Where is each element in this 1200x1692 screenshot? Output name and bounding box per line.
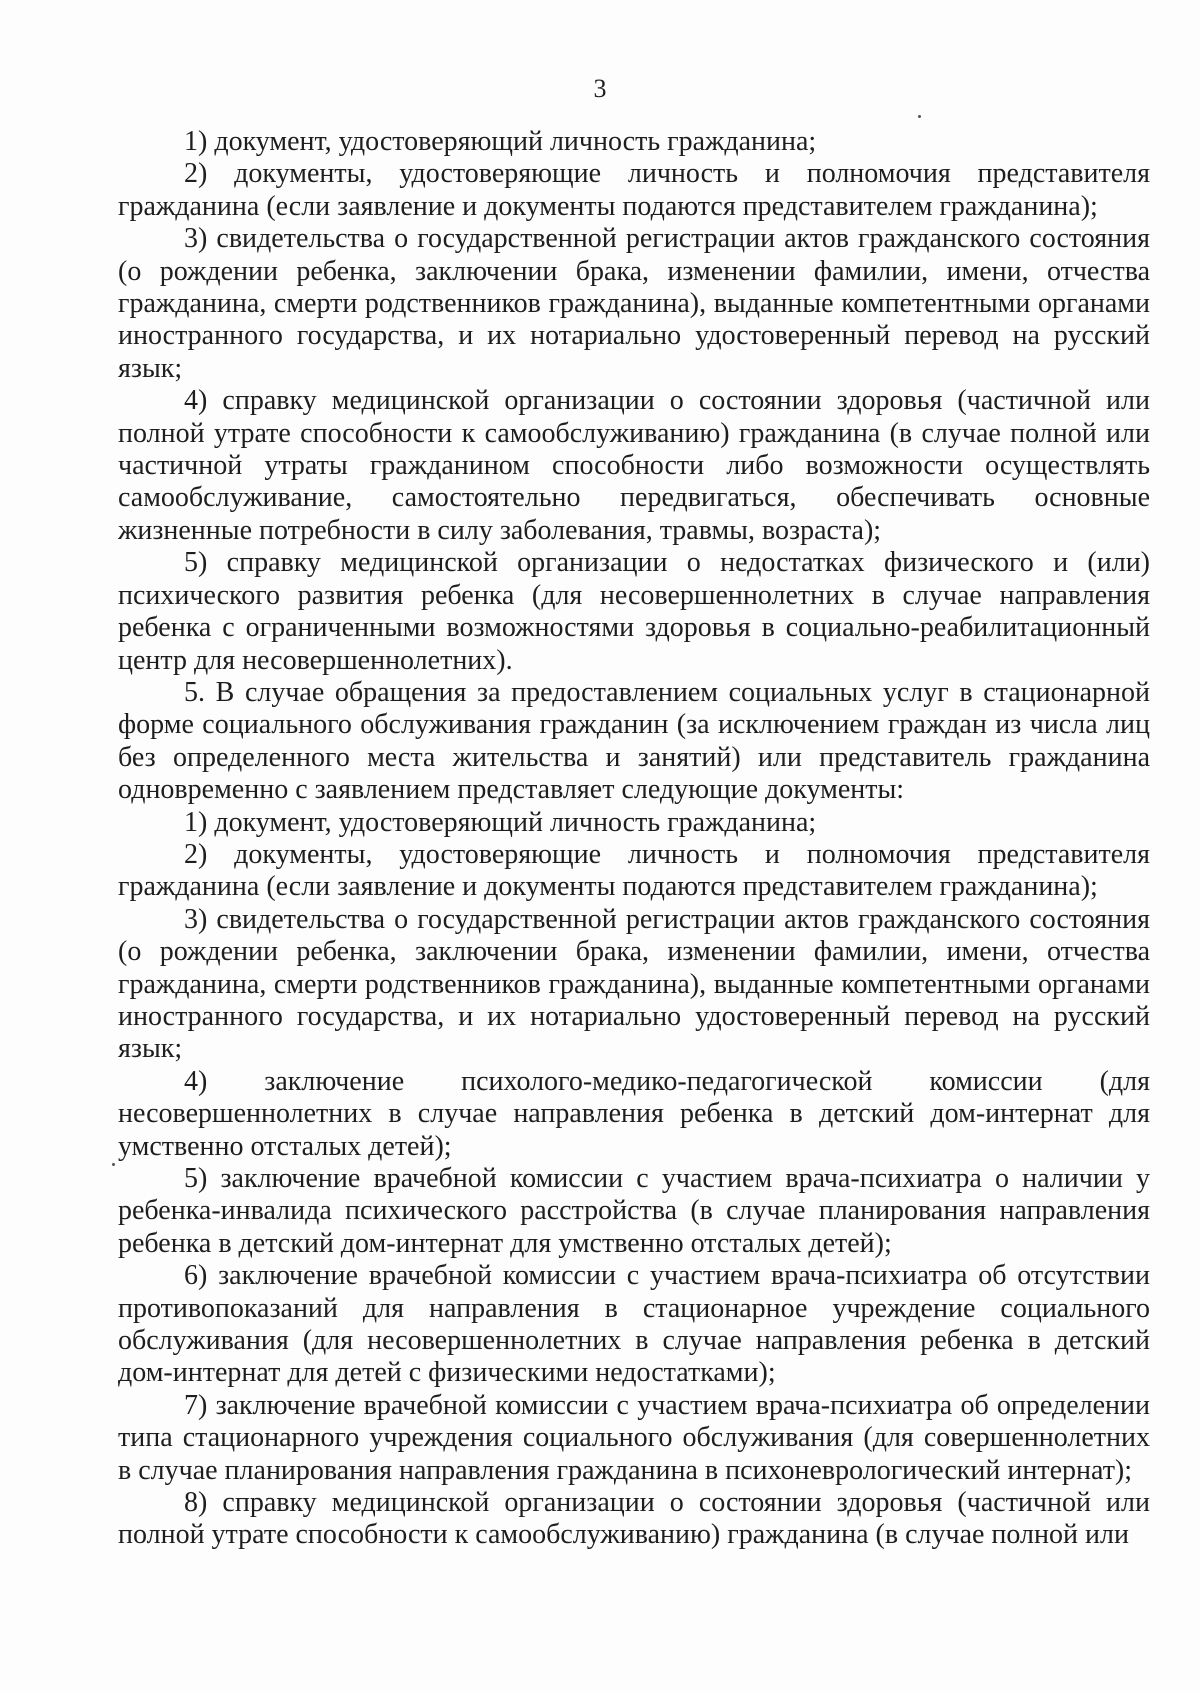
- list-item-1-identity-document: 1) документ, удостоверяющий личность гражданина;: [184, 806, 817, 838]
- document-body: [118, 126, 1150, 1552]
- page-number: 3: [593, 74, 607, 103]
- list-item-7-institution-type-conclusion: 7) заключение врачебной комиссии с участием врача-психиатра об определении типа стационарного учреждения социального обслуживания (для совершеннолетних в случае планирования направления гражданина в психоневрологический интернат);: [118, 1389, 1150, 1486]
- list-item-3-civil-status-certificates: 3) свидетельства о государственной регистрации актов гражданского состояния (о рождении ребенка, заключении брака, изменении фамилии, имени, отчества гражданина, смерти родственников гражданина), выданные компетентными органами иностранного государства, и их нотариально удостоверенный перевод на русский язык;: [118, 223, 1150, 384]
- scan-speck: [112, 1163, 115, 1166]
- list-item-6-contraindications-conclusion: 6) заключение врачебной комиссии с участием врача-психиатра об отсутствии противопоказаний для направления в стационарное учреждение социального обслуживания (для несовершеннолетних в случае направления ребенка в детский дом-интернат для детей с физическими недостатками);: [118, 1260, 1150, 1389]
- list-item-5-psychiatrist-conclusion: 5) заключение врачебной комиссии с участием врача-психиатра о наличии у ребенка-инвалида психического расстройства (в случае планирования направления ребенка в детский дом-интернат для умственно отсталых детей);: [118, 1163, 1150, 1259]
- list-item-1-identity-document: 1) документ, удостоверяющий личность гражданина;: [184, 126, 817, 157]
- list-item-8-medical-certificate: 8) справку медицинской организации о состоянии здоровья (частичной или полной утрате способности к самообслуживанию) гражданина (в случае полной или: [118, 1487, 1150, 1551]
- list-item-3-civil-status-certificates: 3) свидетельства о государственной регистрации актов гражданского состояния (о рождении ребенка, заключении брака, изменении фамилии, имени, отчества гражданина, смерти родственников гражданина), выданные компетентными органами иностранного государства, и их нотариально удостоверенный перевод на русский язык;: [118, 903, 1150, 1065]
- scan-speck: [918, 115, 921, 118]
- list-item-4-medical-certificate: 4) справку медицинской организации о состоянии здоровья (частичной или полной утрате способности к самообслуживанию) гражданина (в случае полной или частичной утраты гражданином способности либо возможности осуществлять самообслуживание, самостоятельно передвигаться, обеспечивать основные жизненные потребности в силу заболевания, травмы, возраста);: [118, 385, 1150, 546]
- list-item-4-pmpk-conclusion: 4) заключение психолого-медико-педагогической комиссии (для несовершеннолетних в случае направления ребенка в детский дом-интернат для умственно отсталых детей);: [118, 1065, 1150, 1162]
- list-item-5-development-certificate: 5) справку медицинской организации о недостатках физического и (или) психического развития ребенка (для несовершеннолетних в случае направления ребенка с ограниченными возможностями здоровья в социально-реабилитационный центр для несовершеннолетних).: [118, 547, 1150, 676]
- clause-5-stationary-service: 5. В случае обращения за предоставлением социальных услуг в стационарной форме социального обслуживания гражданин (за исключением граждан из числа лиц без определенного места жительства и занятий) или представитель гражданина одновременно с заявлением представляет следующие документы:: [118, 676, 1150, 806]
- list-item-2-representative-documents: 2) документы, удостоверяющие личность и полномочия представителя гражданина (если заявление и документы подаются представителем гражданина);: [118, 158, 1150, 222]
- list-item-2-representative-documents: 2) документы, удостоверяющие личность и полномочия представителя гражданина (если заявление и документы подаются представителем гражданина);: [118, 838, 1150, 903]
